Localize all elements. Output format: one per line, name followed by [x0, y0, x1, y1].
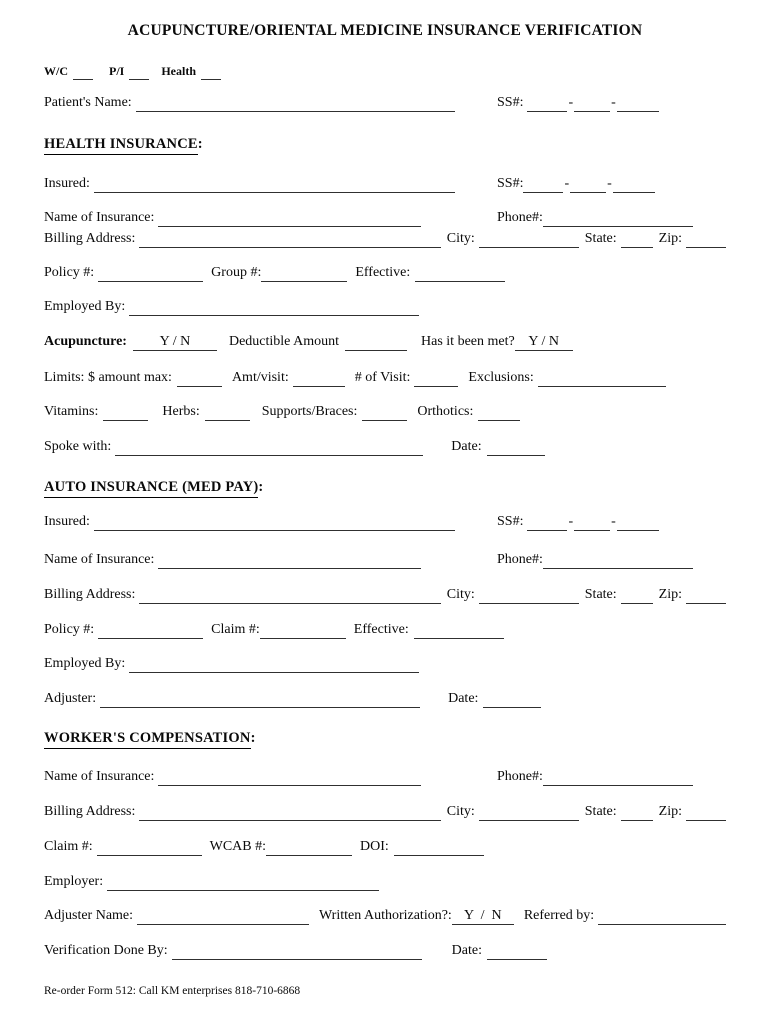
health-state-label: State: — [584, 231, 617, 246]
title-row — [44, 22, 726, 40]
wc-city-field[interactable] — [479, 804, 579, 821]
wc-date-label: Date: — [451, 943, 482, 958]
num-visits-label: # of Visit: — [354, 370, 411, 385]
health-employed-label: Employed By: — [44, 299, 126, 314]
health-ssn-field-1[interactable] — [523, 176, 563, 193]
orthotics-field[interactable] — [478, 404, 520, 421]
health-insured-row — [44, 176, 726, 193]
patient-ssn-field-1[interactable] — [527, 95, 567, 112]
auto-ssn-group — [497, 514, 726, 531]
health-field[interactable] — [201, 64, 221, 80]
wc-billing-field[interactable] — [139, 804, 440, 821]
health-insurance-name-row — [44, 210, 726, 227]
health-date-field[interactable] — [487, 439, 545, 456]
auto-ssn-field-2[interactable] — [574, 514, 610, 531]
deductible-label: Deductible Amount — [228, 334, 340, 349]
patient-ssn-field-2[interactable] — [574, 95, 610, 112]
health-phone-label: Phone#: — [497, 210, 543, 225]
verification-by-field[interactable] — [172, 943, 422, 960]
referred-by-field[interactable] — [598, 908, 726, 925]
health-acupuncture-row — [44, 334, 726, 351]
health-zip-label: Zip: — [658, 231, 682, 246]
wc-billing-label: Billing Address: — [44, 804, 136, 819]
pi-field[interactable] — [129, 64, 149, 80]
auto-heading: AUTO INSURANCE (MED PAY) — [44, 479, 258, 498]
wc-adjuster-name-field[interactable] — [137, 908, 309, 925]
ssn-dash: - — [568, 95, 574, 110]
auto-insured-label: Insured: — [44, 514, 90, 529]
health-policy-row — [44, 265, 726, 282]
auto-phone-field[interactable] — [543, 552, 693, 569]
health-group-field[interactable] — [261, 265, 347, 282]
auto-policy-row — [44, 622, 726, 639]
auto-insured-field[interactable] — [94, 514, 455, 531]
deductible-amount-field[interactable] — [345, 334, 407, 351]
auto-ssn-field-1[interactable] — [527, 514, 567, 531]
health-policy-label: Policy #: — [44, 265, 95, 280]
auto-employed-field[interactable] — [129, 656, 419, 673]
auto-ssn-field-3[interactable] — [617, 514, 659, 531]
ssn-dash: - — [607, 176, 612, 191]
health-date-label: Date: — [451, 439, 482, 454]
wc-adjuster-name-label: Adjuster Name: — [44, 908, 134, 923]
patient-ssn-group — [497, 95, 726, 112]
wc-adjuster-row — [44, 908, 726, 925]
wc-field[interactable] — [73, 64, 93, 80]
health-ssn-label: SS#: — [497, 176, 524, 191]
amt-per-visit-field[interactable] — [293, 370, 345, 387]
wc-billing-row — [44, 804, 726, 821]
written-auth-yn-field[interactable]: Y / N — [452, 908, 514, 925]
spoke-with-field[interactable] — [115, 439, 423, 456]
auto-policy-label: Policy #: — [44, 622, 95, 637]
health-insured-field[interactable] — [94, 176, 455, 193]
patient-name-label: Patient's Name: — [44, 95, 132, 110]
auto-date-label: Date: — [448, 691, 479, 706]
exclusions-field[interactable] — [538, 370, 666, 387]
wc-insurance-name-row — [44, 769, 726, 786]
wc-heading-row — [44, 730, 726, 749]
wc-phone-label: Phone#: — [497, 769, 543, 784]
footer-row — [44, 985, 726, 997]
health-ssn-group — [497, 176, 726, 193]
limits-max-field[interactable] — [177, 370, 222, 387]
health-insurance-name-field[interactable] — [158, 210, 421, 227]
auto-billing-label: Billing Address: — [44, 587, 136, 602]
wcab-field[interactable] — [266, 839, 352, 856]
wc-insurance-name-label: Name of Insurance: — [44, 769, 155, 784]
auto-state-field[interactable] — [621, 587, 653, 604]
auto-zip-label: Zip: — [658, 587, 682, 602]
auto-ssn-label: SS#: — [497, 514, 524, 529]
exclusions-label: Exclusions: — [468, 370, 534, 385]
vitamins-label: Vitamins: — [44, 404, 99, 419]
claim-type-row — [44, 64, 726, 80]
health-billing-row — [44, 231, 726, 248]
auto-insurance-name-label: Name of Insurance: — [44, 552, 155, 567]
auto-insurance-name-field[interactable] — [158, 552, 421, 569]
wc-date-field[interactable] — [487, 943, 547, 960]
health-phone-field[interactable] — [543, 210, 693, 227]
ssn-dash: - — [611, 514, 616, 529]
pi-label: P/I — [109, 64, 125, 78]
wc-verification-row — [44, 943, 726, 960]
supports-braces-field[interactable] — [362, 404, 407, 421]
health-effective-label: Effective: — [355, 265, 411, 280]
health-zip-field[interactable] — [686, 231, 726, 248]
written-auth-label: Written Authorization?: — [319, 908, 452, 923]
ssn-dash: - — [568, 514, 574, 529]
limits-label: Limits: $ amount max: — [44, 370, 172, 385]
health-city-field[interactable] — [479, 231, 579, 248]
doi-label: DOI: — [360, 839, 389, 854]
amt-visit-label: Amt/visit: — [231, 370, 289, 385]
auto-city-field[interactable] — [479, 587, 579, 604]
wc-zip-label: Zip: — [658, 804, 682, 819]
spoke-with-label: Spoke with: — [44, 439, 112, 454]
wc-heading: WORKER'S COMPENSATION — [44, 730, 251, 749]
wc-employer-label: Employer: — [44, 874, 104, 889]
wc-phone-field[interactable] — [543, 769, 693, 786]
auto-adjuster-row — [44, 691, 726, 708]
form-title: ACUPUNCTURE/ORIENTAL MEDICINE INSURANCE VERIFICATION — [127, 22, 643, 39]
auto-phone-label: Phone#: — [497, 552, 543, 567]
auto-adjuster-label: Adjuster: — [44, 691, 97, 706]
health-billing-label: Billing Address: — [44, 231, 136, 246]
auto-state-label: State: — [584, 587, 617, 602]
num-visits-field[interactable] — [414, 370, 458, 387]
health-heading: HEALTH INSURANCE — [44, 136, 198, 155]
auto-zip-field[interactable] — [686, 587, 726, 604]
wc-claim-label: Claim #: — [44, 839, 93, 854]
health-ssn-field-2[interactable] — [570, 176, 606, 193]
health-state-field[interactable] — [621, 231, 653, 248]
auto-billing-row — [44, 587, 726, 604]
health-group-label: Group #: — [211, 265, 262, 280]
wc-state-field[interactable] — [621, 804, 653, 821]
auto-claim-field[interactable] — [260, 622, 346, 639]
health-ssn-field-3[interactable] — [613, 176, 655, 193]
health-employed-field[interactable] — [129, 299, 419, 316]
deductible-met-yn-field[interactable]: Y / N — [515, 334, 573, 351]
orthotics-label: Orthotics: — [417, 404, 474, 419]
patient-row — [44, 95, 726, 112]
auto-date-field[interactable] — [483, 691, 541, 708]
vitamins-field[interactable] — [103, 404, 148, 421]
wc-phone-group — [497, 769, 726, 786]
auto-billing-field[interactable] — [139, 587, 440, 604]
wc-claim-field[interactable] — [97, 839, 202, 856]
health-billing-field[interactable] — [139, 231, 440, 248]
wc-city-label: City: — [446, 804, 475, 819]
wcab-label: WCAB #: — [209, 839, 267, 854]
referred-by-label: Referred by: — [523, 908, 595, 923]
supports-braces-label: Supports/Braces: — [261, 404, 358, 419]
auto-city-label: City: — [446, 587, 475, 602]
wc-employer-field[interactable] — [107, 874, 379, 891]
health-phone-group — [497, 210, 726, 227]
auto-heading-row — [44, 479, 726, 498]
health-label: Health — [161, 64, 197, 78]
ssn-dash: - — [611, 95, 616, 110]
health-limits-row — [44, 370, 726, 387]
auto-phone-group — [497, 552, 726, 569]
heading-colon: : — [250, 730, 256, 746]
wc-label: W/C — [44, 64, 68, 78]
patient-ssn-label: SS#: — [497, 95, 524, 110]
verification-by-label: Verification Done By: — [44, 943, 168, 958]
deductible-met-label: Has it been met? — [421, 334, 515, 349]
wc-claim-row — [44, 839, 726, 856]
herbs-label: Herbs: — [162, 404, 200, 419]
heading-colon: : — [258, 479, 264, 495]
acupuncture-label: Acupuncture: — [44, 334, 127, 349]
patient-name-field[interactable] — [136, 95, 455, 112]
herbs-field[interactable] — [205, 404, 250, 421]
auto-insurance-name-row — [44, 552, 726, 569]
acupuncture-yn-field[interactable]: Y / N — [133, 334, 217, 351]
ssn-dash: - — [564, 176, 570, 191]
doi-field[interactable] — [394, 839, 484, 856]
wc-zip-field[interactable] — [686, 804, 726, 821]
auto-effective-field[interactable] — [414, 622, 504, 639]
health-policy-field[interactable] — [98, 265, 203, 282]
health-supplies-row — [44, 404, 726, 421]
auto-employed-row — [44, 656, 726, 673]
health-effective-field[interactable] — [415, 265, 505, 282]
health-insured-label: Insured: — [44, 176, 90, 191]
wc-employer-row — [44, 874, 726, 891]
health-heading-row — [44, 136, 726, 155]
auto-claim-label: Claim #: — [211, 622, 260, 637]
heading-colon: : — [197, 136, 203, 152]
wc-state-label: State: — [584, 804, 617, 819]
auto-adjuster-field[interactable] — [100, 691, 420, 708]
health-insurance-name-label: Name of Insurance: — [44, 210, 155, 225]
health-employed-row — [44, 299, 726, 316]
wc-insurance-name-field[interactable] — [158, 769, 421, 786]
auto-policy-field[interactable] — [98, 622, 203, 639]
reorder-note: Re-order Form 512: Call KM enterprises 818-710-6868 — [44, 985, 301, 997]
health-spoke-row — [44, 439, 726, 456]
auto-employed-label: Employed By: — [44, 656, 126, 671]
health-city-label: City: — [446, 231, 475, 246]
patient-ssn-field-3[interactable] — [617, 95, 659, 112]
auto-insured-row — [44, 514, 726, 531]
auto-effective-label: Effective: — [353, 622, 409, 637]
